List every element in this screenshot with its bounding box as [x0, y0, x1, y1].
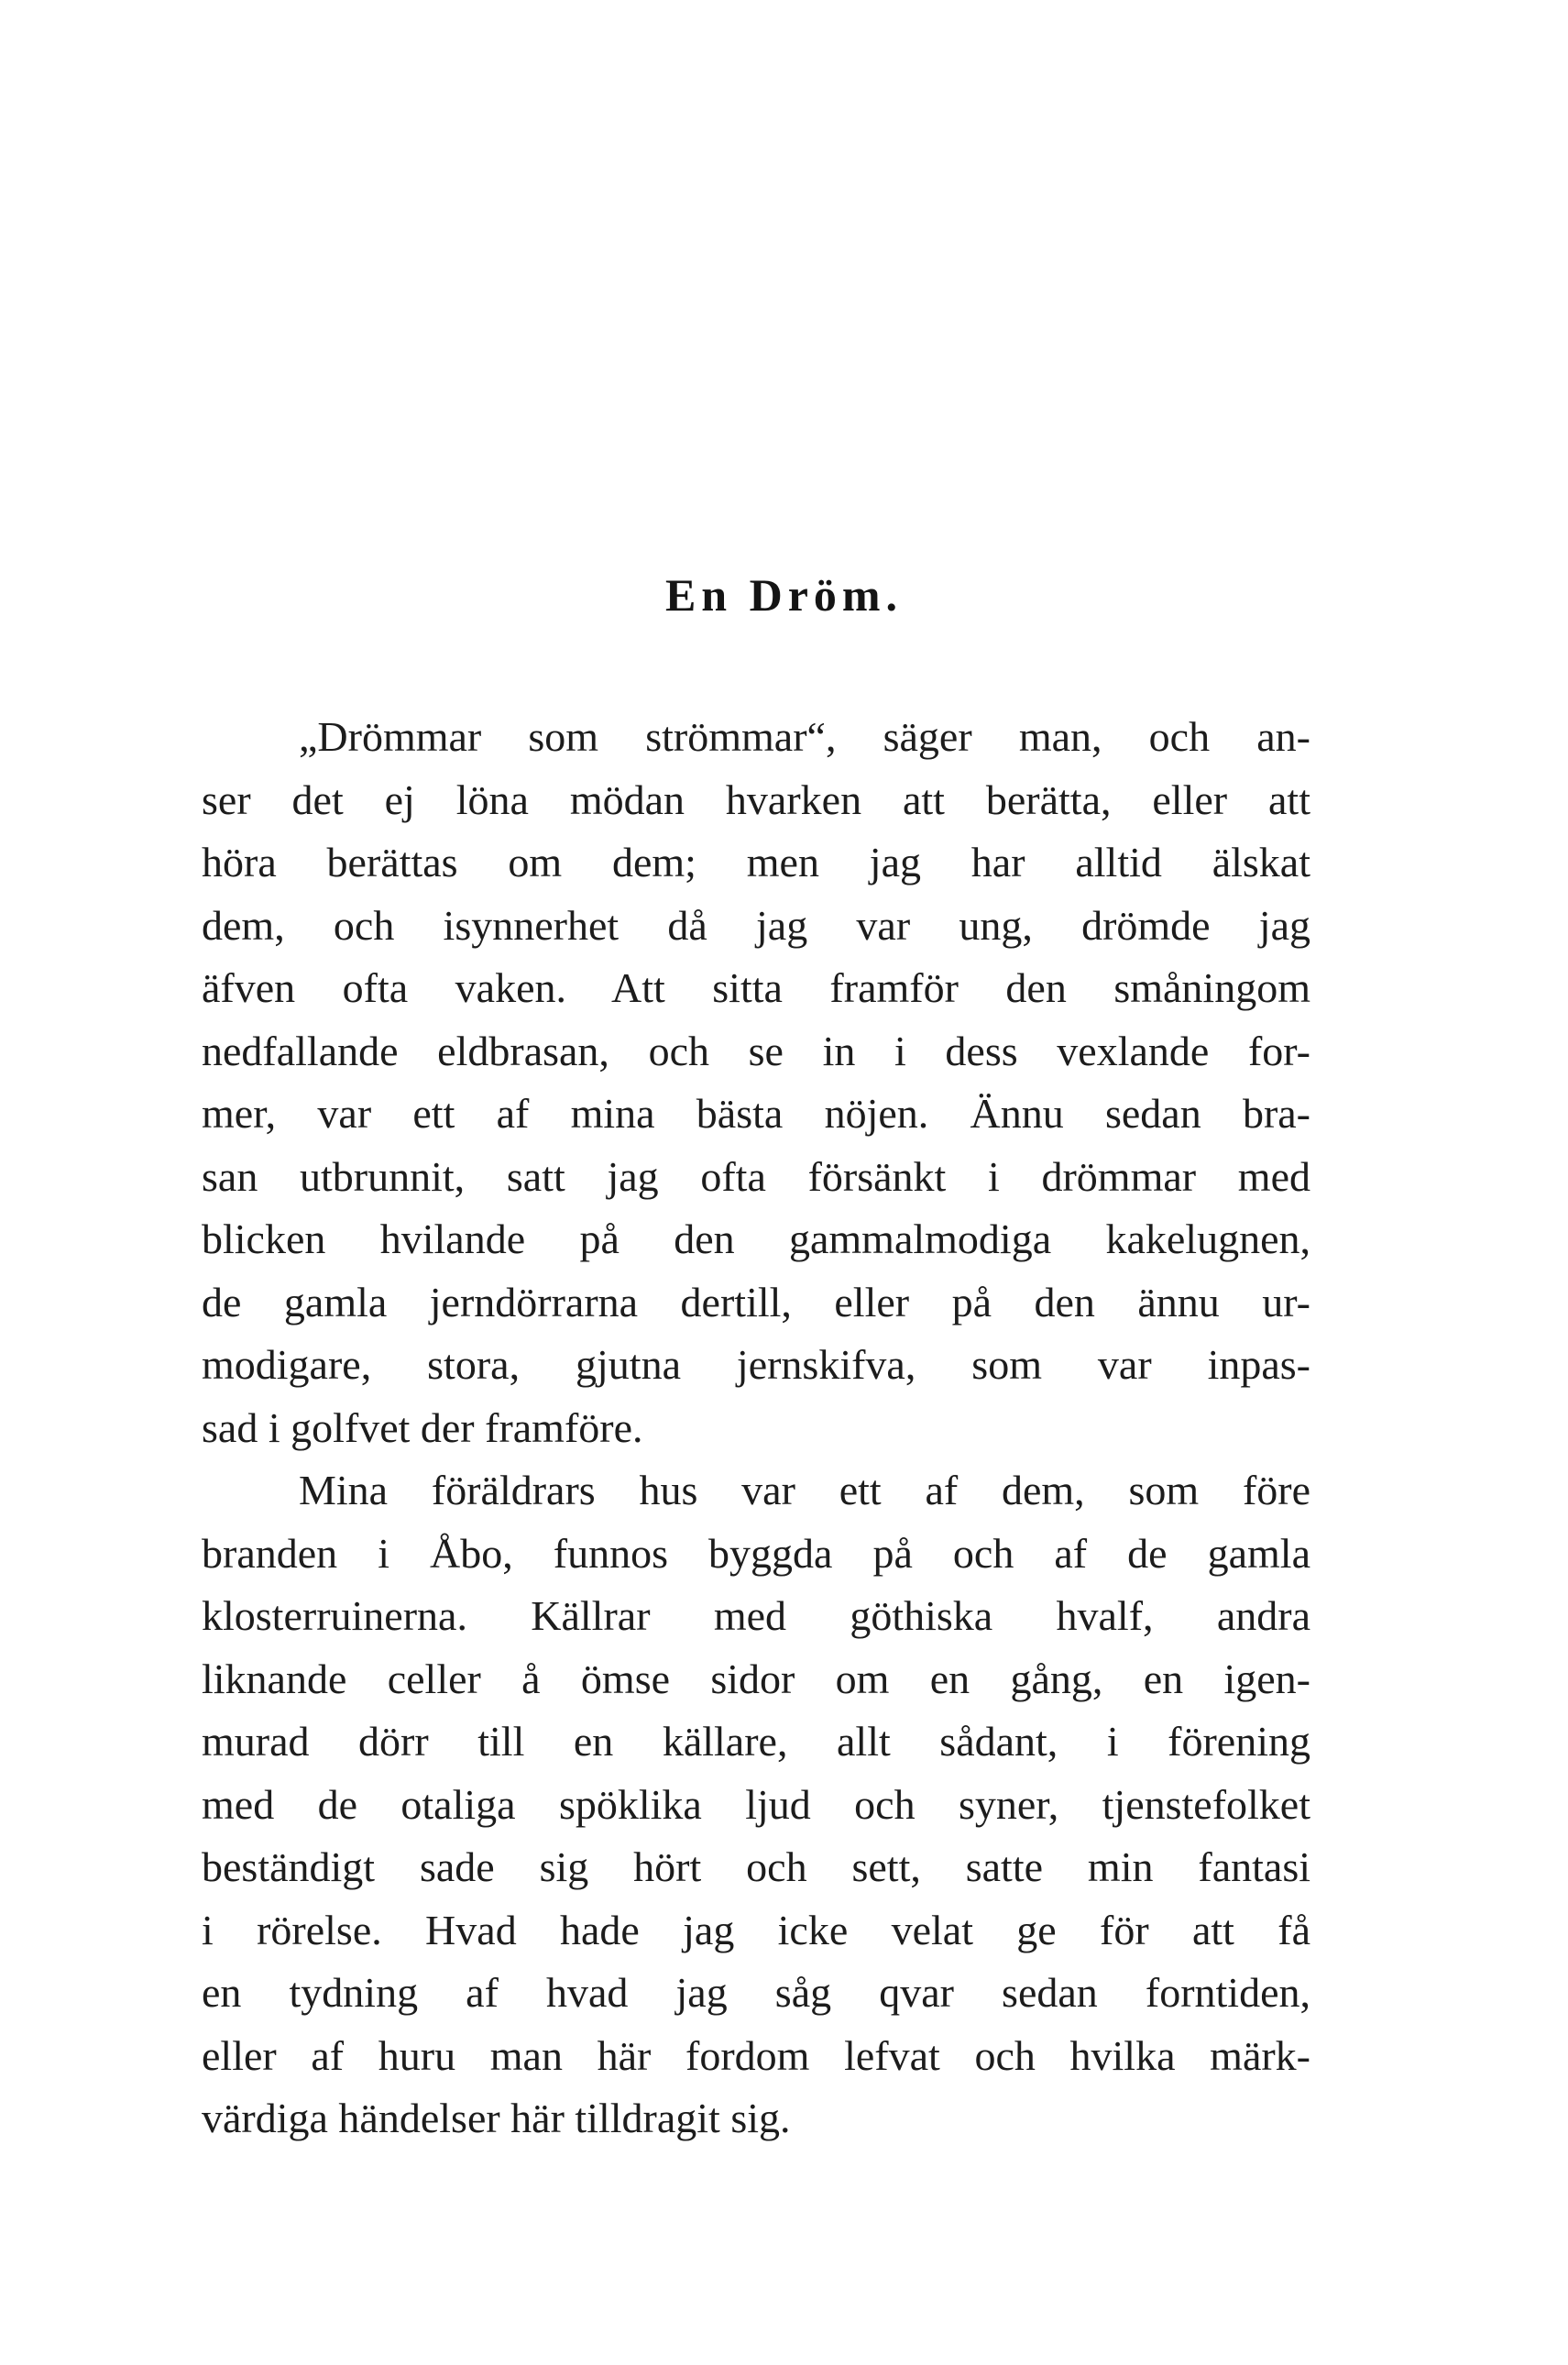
text-line: san utbrunnit, satt jag ofta försänkt i drömmar med	[202, 1152, 1310, 1200]
text-line: Mina föräldrars hus var ett af dem, som före	[299, 1467, 1310, 1513]
body-text	[202, 706, 1310, 2150]
text-line: klosterruinerna. Källrar med göthiska hvalf, andra	[202, 1592, 1310, 1639]
text-line: i rörelse. Hvad hade jag icke velat ge för att få	[202, 1906, 1310, 1953]
text-line: de gamla jerndörrarna dertill, eller på den ännu ur-	[202, 1278, 1310, 1326]
text-line: sad i golfvet der framföre.	[202, 1403, 643, 1451]
text-line: „Drömmar som strömmar“, säger man, och an-	[299, 713, 1310, 760]
text-line: nedfallande eldbrasan, och se in i dess vexlande for-	[202, 1027, 1310, 1074]
text-line: värdiga händelser här tilldragit sig.	[202, 2095, 791, 2141]
text-line: murad dörr till en källare, allt sådant, i förening	[202, 1718, 1310, 1765]
text-line: äfven ofta vaken. Att sitta framför den småningom	[202, 964, 1310, 1011]
text-line: dem, och isynnerhet då jag var ung, drömde jag	[202, 901, 1310, 949]
text-line: beständigt sade sig hört och sett, satte min fantasi	[202, 1843, 1310, 1890]
text-line: en tydning af hvad jag såg qvar sedan forntiden,	[202, 1969, 1310, 2016]
text-line: med de otaliga spöklika ljud och syner, tjenstefolket	[202, 1780, 1310, 1828]
chapter-title: En Dröm.	[664, 569, 904, 621]
text-line: branden i Åbo, funnos byggda på och af de gamla	[202, 1529, 1310, 1577]
text-line: liknande celler å ömse sidor om en gång, en igen-	[202, 1655, 1310, 1702]
text-line: mer, var ett af mina bästa nöjen. Ännu sedan bra-	[202, 1090, 1310, 1137]
text-line: höra berättas om dem; men jag har alltid älskat	[202, 839, 1310, 886]
text-line: blicken hvilande på den gammalmodiga kakelugnen,	[202, 1216, 1310, 1262]
text-line: modigare, stora, gjutna jernskifva, som var inpas-	[202, 1341, 1310, 1388]
text-line: eller af huru man här fordom lefvat och hvilka märk-	[202, 2031, 1310, 2079]
text-line: ser det ej löna mödan hvarken att berätta, eller att	[202, 776, 1310, 823]
